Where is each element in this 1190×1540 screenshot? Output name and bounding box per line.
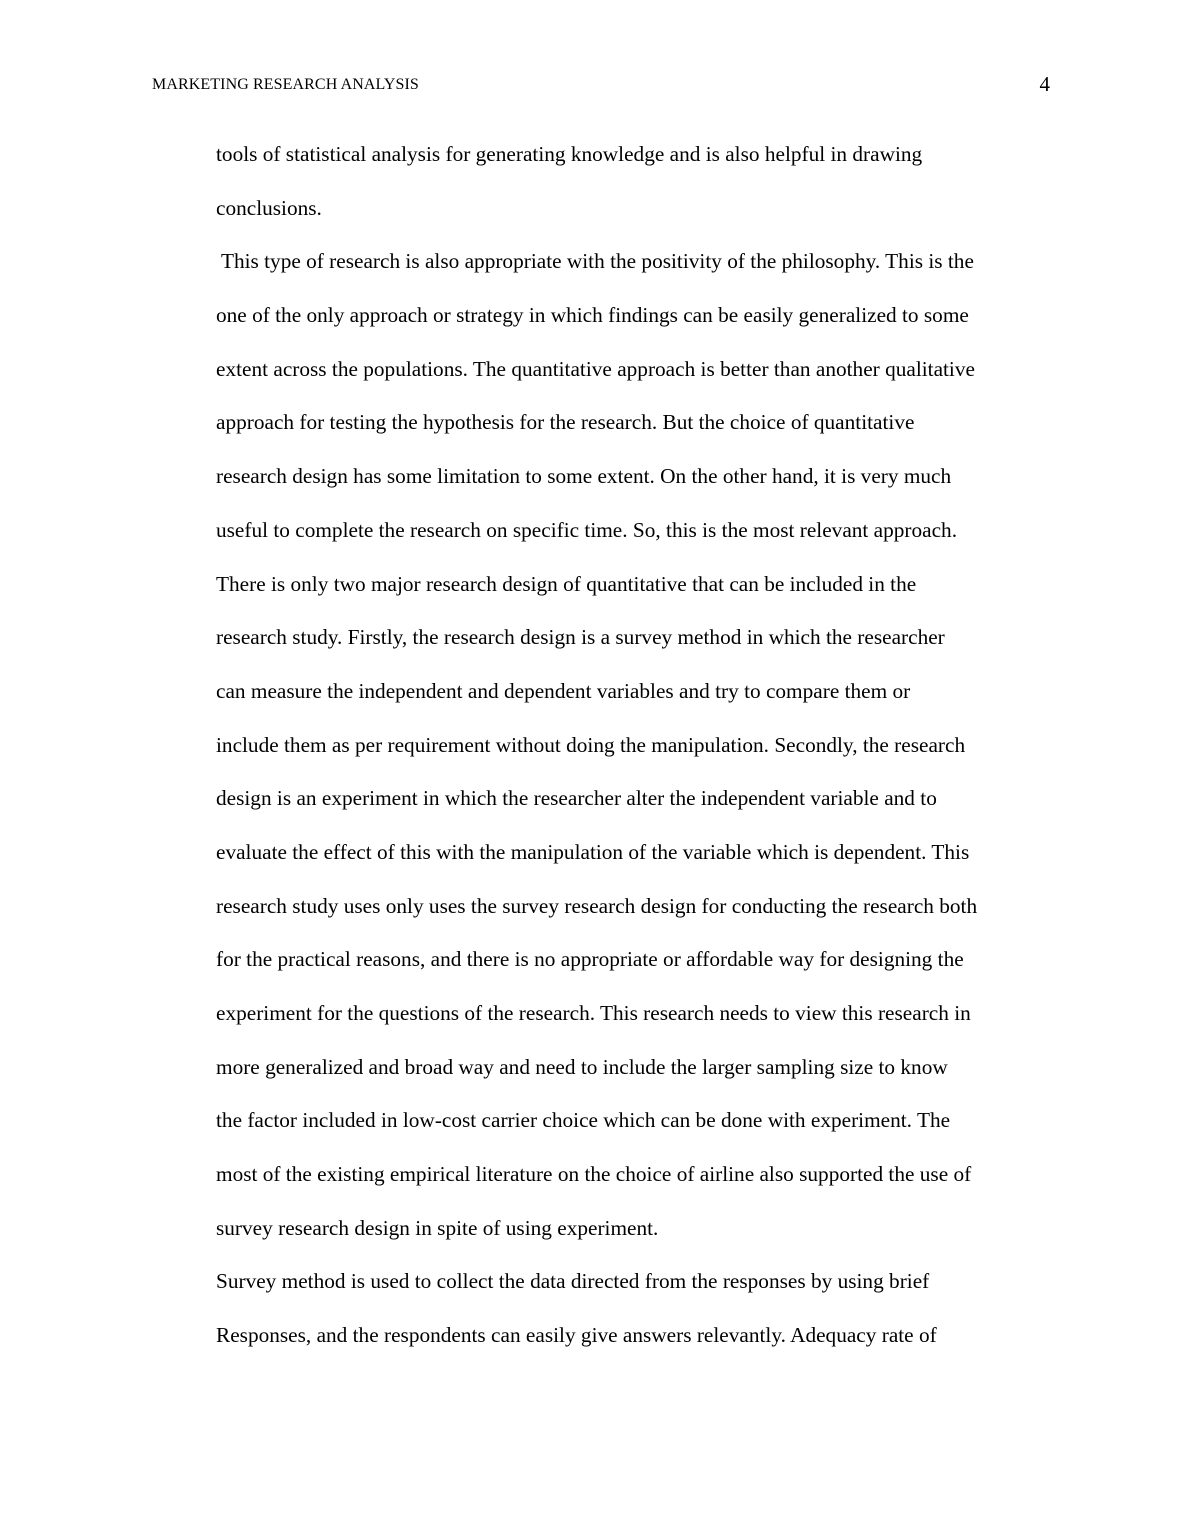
body-line: can measure the independent and dependent variables and try to compare them or <box>216 678 911 703</box>
body-line: Survey method is used to collect the data directed from the responses by using brief <box>216 1269 930 1294</box>
body-line: conclusions. <box>216 195 322 220</box>
body-line: research design has some limitation to some extent. On the other hand, it is very much <box>216 464 952 489</box>
body-line: survey research design in spite of using experiment. <box>216 1215 659 1240</box>
body-line: evaluate the effect of this with the manipulation of the variable which is dependent. This <box>216 839 970 864</box>
body-text <box>216 141 1066 1376</box>
body-line: There is only two major research design of quantitative that can be included in the <box>216 571 917 596</box>
body-line: more generalized and broad way and need to include the larger sampling size to know <box>216 1054 948 1079</box>
body-line: Responses, and the respondents can easily give answers relevantly. Adequacy rate of <box>216 1323 937 1348</box>
body-line: approach for testing the hypothesis for the research. But the choice of quantitative <box>216 410 915 435</box>
body-line: design is an experiment in which the researcher alter the independent variable and to <box>216 786 937 811</box>
body-line: tools of statistical analysis for generating knowledge and is also helpful in drawing <box>216 142 923 166</box>
body-line: extent across the populations. The quantitative approach is better than another qualitative <box>216 356 975 381</box>
body-line: one of the only approach or strategy in which findings can be easily generalized to some <box>216 303 969 328</box>
body-line: research study. Firstly, the research design is a survey method in which the researcher <box>216 625 945 650</box>
running-head: MARKETING RESEARCH ANALYSIS <box>152 76 419 93</box>
body-line: for the practical reasons, and there is no appropriate or affordable way for designing the <box>216 947 964 972</box>
body-line: useful to complete the research on specific time. So, this is the most relevant approach. <box>216 517 958 542</box>
body-line: This type of research is also appropriate with the positivity of the philosophy. This is the <box>216 249 974 274</box>
body-line: experiment for the questions of the research. This research needs to view this research in <box>216 1001 971 1025</box>
body-line: include them as per requirement without doing the manipulation. Secondly, the research <box>216 732 966 757</box>
body-line: research study uses only uses the survey research design for conducting the research both <box>216 893 978 918</box>
body-line: most of the existing empirical literature on the choice of airline also supported the use of <box>216 1162 972 1187</box>
body-line: the factor included in low-cost carrier choice which can be done with experiment. The <box>216 1108 951 1133</box>
page-number: 4 <box>1039 72 1050 96</box>
